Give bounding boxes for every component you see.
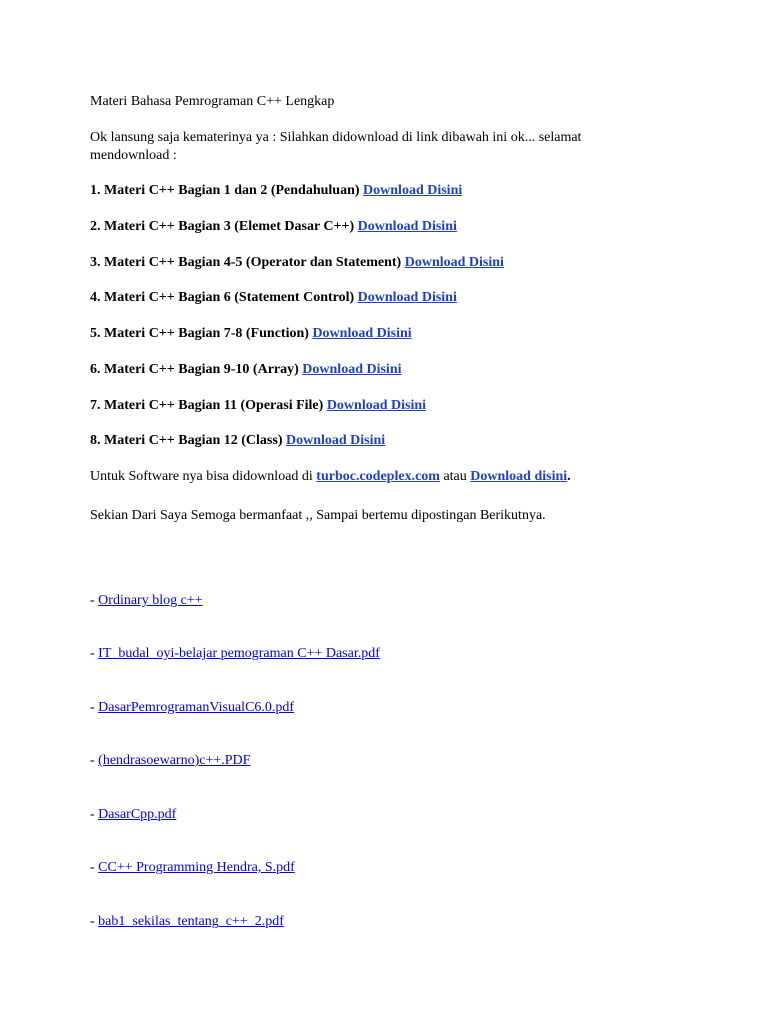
resource-link-7[interactable]: bab1_sekilas_tentang_c++_2.pdf xyxy=(98,914,284,929)
page-title: Materi Bahasa Pemrograman C++ Lengkap xyxy=(90,94,335,109)
resource-dash: - xyxy=(90,860,99,875)
material-item-6-text: 6. Materi C++ Bagian 9-10 (Array) xyxy=(90,362,303,377)
resource-dash: - xyxy=(90,700,99,715)
material-item-8-text: 8. Materi C++ Bagian 12 (Class) xyxy=(90,433,286,448)
material-item-1-text: 1. Materi C++ Bagian 1 dan 2 (Pendahuluan) xyxy=(90,183,364,198)
material-item-3-download-link[interactable]: Download Disini xyxy=(404,255,504,270)
intro-paragraph: Ok lansung saja kematerinya ya : Silahkan didownload di link dibawah ini ok... selamat mendownload : xyxy=(90,130,582,163)
resource-link-4[interactable]: (hendrasoewarno)c++.PDF xyxy=(98,753,251,768)
material-item-1 xyxy=(90,182,462,200)
turboc-link[interactable]: turboc.codeplex.com xyxy=(316,469,440,484)
resource-item-5 xyxy=(90,806,176,824)
resource-item-6 xyxy=(90,859,295,877)
material-item-5 xyxy=(90,325,412,343)
material-item-4 xyxy=(90,289,457,307)
material-item-5-text: 5. Materi C++ Bagian 7-8 (Function) xyxy=(90,326,313,341)
material-item-7-text: 7. Materi C++ Bagian 11 (Operasi File) xyxy=(90,398,327,413)
material-item-3 xyxy=(90,254,504,272)
material-item-3-text: 3. Materi C++ Bagian 4-5 (Operator dan Statement) xyxy=(90,255,405,270)
material-item-6-download-link[interactable]: Download Disini xyxy=(302,362,402,377)
resource-link-5[interactable]: DasarCpp.pdf xyxy=(98,807,177,822)
material-item-1-download-link[interactable]: Download Disini xyxy=(363,183,463,198)
resource-dash: - xyxy=(90,807,99,822)
closing-paragraph: Sekian Dari Saya Semoga bermanfaat ,, Sampai bertemu dipostingan Berikutnya. xyxy=(90,508,546,523)
software-middle: atau xyxy=(439,469,471,484)
resource-dash: - xyxy=(90,753,99,768)
material-item-5-download-link[interactable]: Download Disini xyxy=(312,326,412,341)
material-item-8 xyxy=(90,432,385,450)
software-paragraph xyxy=(90,468,571,486)
resource-link-1[interactable]: Ordinary blog c++ xyxy=(98,593,203,608)
resource-link-6[interactable]: CC++ Programming Hendra, S.pdf xyxy=(98,860,295,875)
material-item-2 xyxy=(90,218,457,236)
material-item-2-text: 2. Materi C++ Bagian 3 (Elemet Dasar C++) xyxy=(90,219,358,234)
material-item-4-text: 4. Materi C++ Bagian 6 (Statement Control) xyxy=(90,290,358,305)
material-item-2-download-link[interactable]: Download Disini xyxy=(357,219,457,234)
resource-link-3[interactable]: DasarPemrogramanVisualC6.0.pdf xyxy=(98,700,295,715)
resource-item-3 xyxy=(90,699,294,717)
resource-link-2[interactable]: IT_budal_oyi-belajar pemograman C++ Dasar.pdf xyxy=(98,646,380,661)
resource-item-1 xyxy=(90,592,203,610)
resource-dash: - xyxy=(90,646,99,661)
material-item-7 xyxy=(90,397,426,415)
resource-item-2 xyxy=(90,645,380,663)
resource-item-4 xyxy=(90,752,250,770)
material-item-8-download-link[interactable]: Download Disini xyxy=(286,433,386,448)
resource-dash: - xyxy=(90,914,99,929)
material-item-6 xyxy=(90,361,402,379)
material-item-4-download-link[interactable]: Download Disini xyxy=(357,290,457,305)
resource-dash: - xyxy=(90,593,99,608)
software-prefix: Untuk Software nya bisa didownload di xyxy=(90,469,317,484)
software-download-link[interactable]: Download disini xyxy=(470,469,568,484)
resource-item-7 xyxy=(90,913,284,931)
software-suffix: . xyxy=(567,469,571,484)
material-item-7-download-link[interactable]: Download Disini xyxy=(326,398,427,413)
